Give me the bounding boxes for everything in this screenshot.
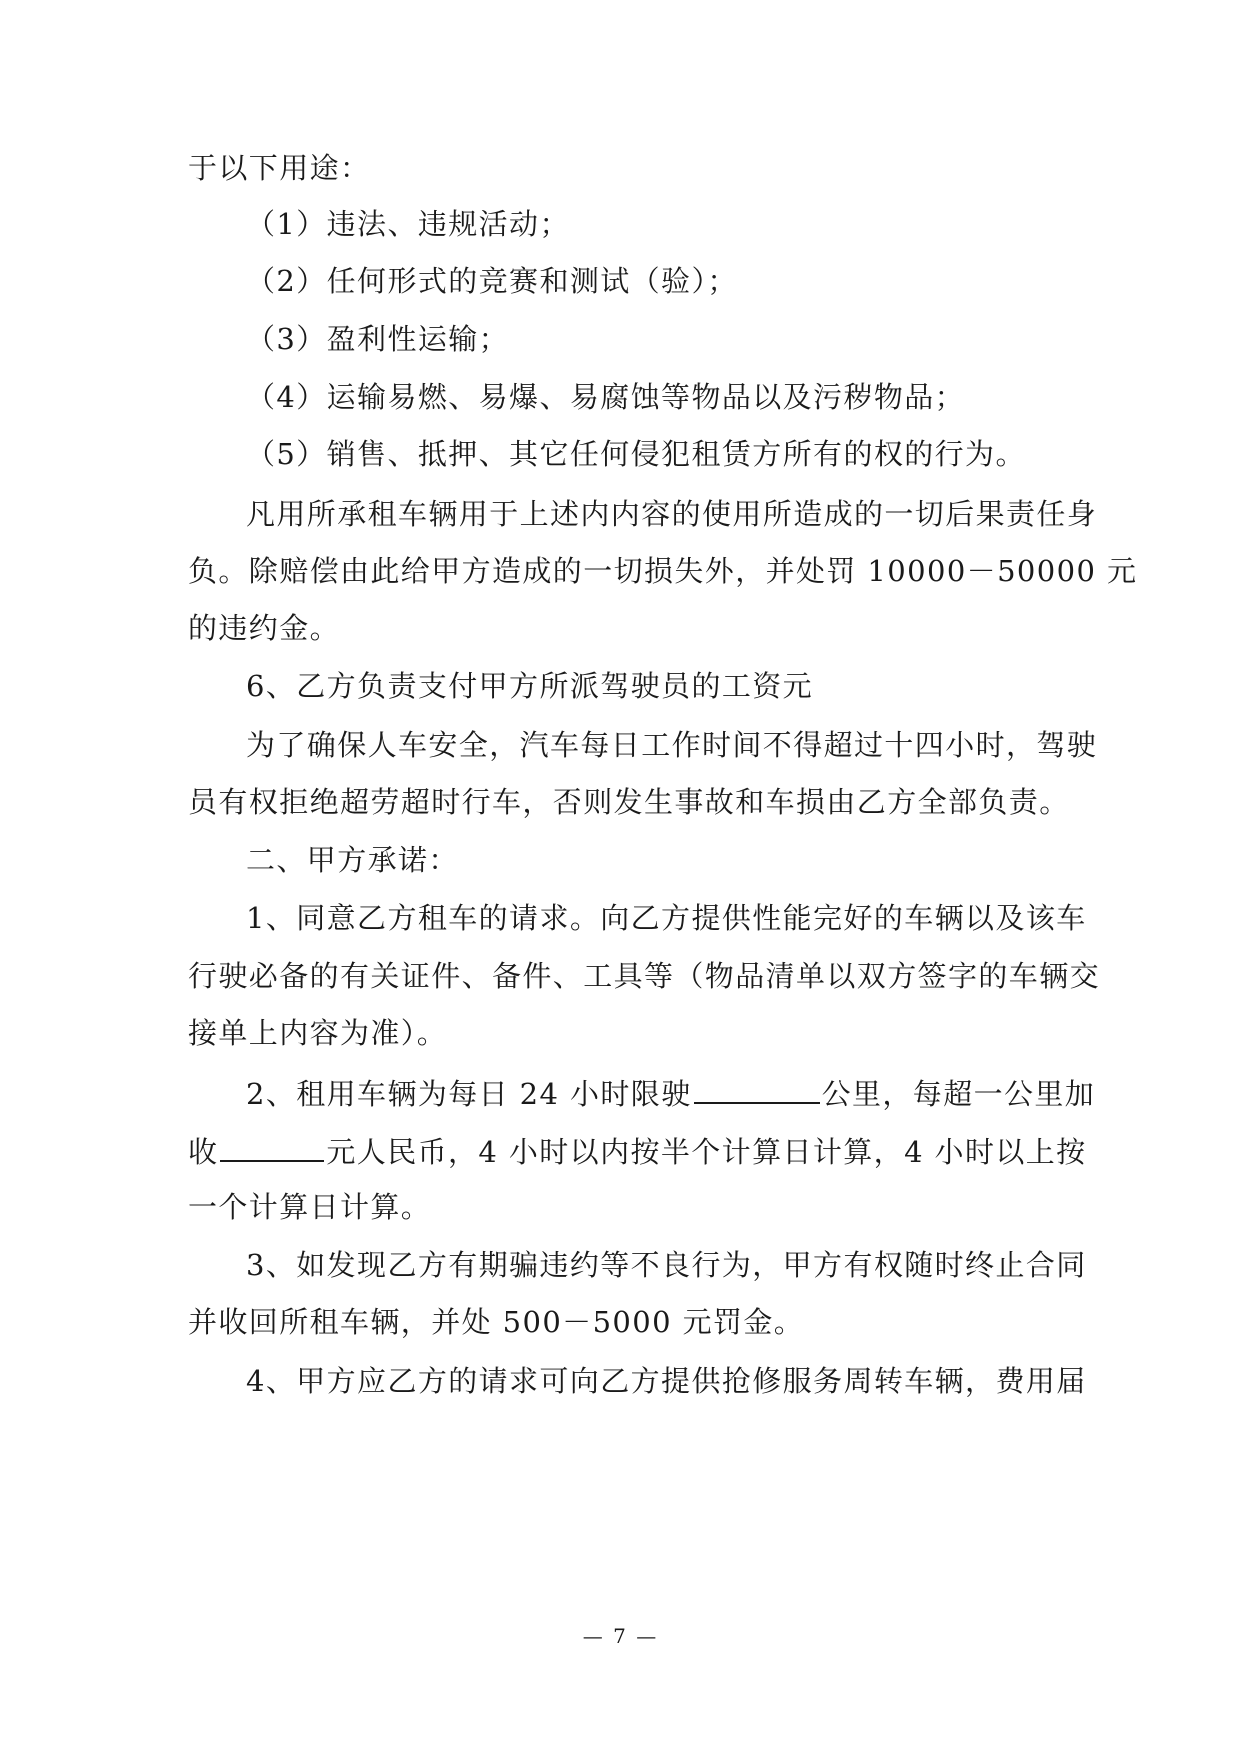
paragraph-line: 4、甲方应乙方的请求可向乙方提供抢修服务周转车辆，费用届 <box>246 1364 1087 1398</box>
paragraph-line: 并收回所租车辆，并处 500－5000 元罚金。 <box>188 1305 805 1339</box>
fill-blank-kilometers[interactable] <box>694 1072 820 1104</box>
list-item: （4）运输易燃、易爆、易腐蚀等物品以及污秽物品； <box>246 380 966 414</box>
paragraph-line: 一个计算日计算。 <box>188 1190 432 1224</box>
paragraph-line: 负。除赔偿由此给甲方造成的一切损失外，并处罚 10000－50000 元 <box>188 554 1138 588</box>
paragraph-line: 1、同意乙方租车的请求。向乙方提供性能完好的车辆以及该车 <box>246 901 1087 935</box>
paragraph-line: 行驶必备的有关证件、备件、工具等（物品清单以双方签字的车辆交 <box>188 959 1101 993</box>
paragraph-line <box>246 1072 1096 1114</box>
paragraph-line: 凡用所承租车辆用于上述内内容的使用所造成的一切后果责任身 <box>246 497 1098 531</box>
paragraph-line: 员有权拒绝超劳超时行车，否则发生事故和车损由乙方全部负责。 <box>188 785 1070 819</box>
paragraph-line: 3、如发现乙方有期骗违约等不良行为，甲方有权随时终止合同 <box>246 1248 1087 1282</box>
clause-text: 收 <box>188 1135 219 1169</box>
list-item: （5）销售、抵押、其它任何侵犯租赁方所有的权的行为。 <box>246 437 1026 471</box>
clause-text: 公里，每超一公里加 <box>821 1077 1096 1111</box>
list-item: （2）任何形式的竞赛和测试（验）； <box>246 264 738 298</box>
page-number: — 7 — <box>582 1624 659 1648</box>
fill-blank-rate[interactable] <box>220 1130 324 1162</box>
paragraph-line: 于以下用途： <box>188 151 371 185</box>
list-item: （1）违法、违规活动； <box>246 207 570 241</box>
paragraph-line: 接单上内容为准）。 <box>188 1016 448 1050</box>
clause-text: 2、租用车辆为每日 24 小时限驶 <box>246 1077 692 1111</box>
list-item: （3）盈利性运输； <box>246 322 510 356</box>
section-heading: 二、甲方承诺： <box>246 843 459 877</box>
paragraph-line <box>188 1130 1087 1172</box>
clause-text: 元人民币，4 小时以内按半个计算日计算，4 小时以上按 <box>326 1135 1087 1169</box>
paragraph-line: 的违约金。 <box>188 611 341 645</box>
paragraph-line: 6、乙方负责支付甲方所派驾驶员的工资元 <box>246 669 814 703</box>
paragraph-line: 为了确保人车安全，汽车每日工作时间不得超过十四小时，驾驶 <box>246 728 1098 762</box>
